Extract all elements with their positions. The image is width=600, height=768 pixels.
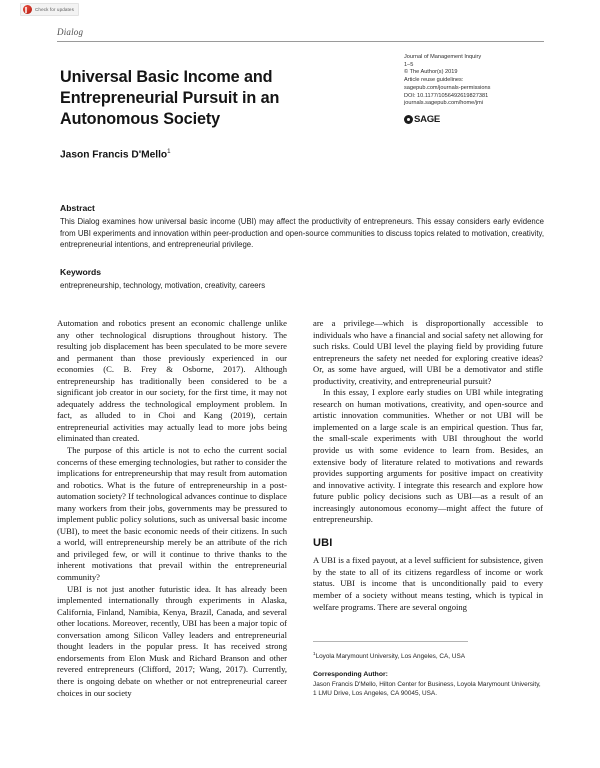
author-label: Jason Francis D'Mello	[60, 149, 168, 161]
paragraph: UBI is not just another futuristic idea. It has already been implemented internationally through experiments in Alaska, California, Finland, Namibia, Kenya, Brazil, Canada, and several other locations. Moreover, recently, UBI has been a major topic of conversation among Silicon Valley leaders and entrepreneurial thought leaders in the popular press. It has received strong endorsements from Elon Musk and Richard Branson and other revered entrepreneurs (Clifford, 2017; Wang, 2017). Currently, there is ongoing debate on whether or not entrepreneurial career choices in our society	[57, 583, 287, 698]
abstract-heading: Abstract	[60, 203, 95, 213]
journal-homepage-link[interactable]: journals.sagepub.com/home/jmi	[404, 100, 483, 107]
sage-wordmark: SAGE	[414, 114, 440, 125]
journal-doi[interactable]: DOI: 10.1177/1056492619827381	[404, 92, 489, 99]
keywords-section	[60, 267, 544, 292]
keywords-text: entrepreneurship, technology, motivation, creativity, careers	[60, 281, 266, 290]
crossmark-icon	[23, 5, 32, 14]
keywords-heading: Keywords	[60, 267, 102, 277]
abstract-section	[60, 203, 544, 251]
journal-name: Journal of Management Inquiry	[404, 54, 482, 60]
journal-metadata	[404, 54, 554, 108]
paragraph: are a privilege—which is disproportionally accessible to individuals who have a financial and social safety net allowing for such risks. Could UBI level the playing field by providing future entrepreneurs the safety net needed for exploring creative ideas? Or, as some have argued, will UBI be a demotivator and stifle productivity, creativity, and entrepreneurial pursuit?	[313, 318, 543, 386]
paragraph: Automation and robotics present an economic challenge unlike any other technological disruptions throughout history. The resulting job displacement has been speculated to be more severe and permanent than those previously experienced in our economies (C. B. Frey & Osborne, 2017). Although entrepreneurship has traditionally been considered to be a significant job creator in our society, for the first time, it may not adequately address the technological employment problem. In fact, as alluded to in Choi and Kang (2019), certain entrepreneurial activities may actually lead to more jobs being eliminated than created.	[57, 318, 287, 444]
sage-logo	[404, 114, 440, 125]
abstract-text: This Dialog examines how universal basic income (UBI) may affect the productivity of entrepreneurs. This essay considers early evidence from UBI experiments and innovation within peer-production and open-source communities to discuss topics related to motivation, creativity, entrepreneurial intentions, and entrepreneurial privilege.	[60, 217, 544, 250]
sage-mark-icon	[404, 115, 413, 124]
footnote-affiliation-marker: 1	[313, 651, 316, 656]
body-column-left	[57, 318, 287, 699]
footnote-affiliation	[313, 649, 545, 661]
footnote-affiliation-text: Loyola Marymount University, Los Angeles, CA, USA	[315, 653, 465, 661]
check-for-updates-badge[interactable]	[20, 3, 79, 16]
running-head: Dialog	[57, 27, 84, 37]
footnote-divider	[313, 641, 468, 642]
page-title: Universal Basic Income and Entrepreneurial Pursuit in an Autonomous Society	[60, 67, 280, 128]
body-column-right	[313, 318, 543, 613]
journal-pages: 1–5	[404, 61, 414, 68]
journal-reuse-link[interactable]: sagepub.com/journals-permissions	[404, 84, 491, 91]
section-heading-ubi: UBI	[313, 536, 333, 549]
corresponding-author-heading: Corresponding Author:	[313, 671, 388, 679]
author-name	[60, 148, 171, 160]
corresponding-author-text: Jason Francis D'Mello, Hilton Center for Business, Loyola Marymount University, 1 LMU Drive, Los Angeles, CA 90045, USA.	[313, 681, 541, 698]
running-head-rule	[57, 41, 544, 42]
journal-copyright: © The Author(s) 2019	[404, 69, 458, 76]
paragraph: In this essay, I explore early studies on UBI while integrating research on human motivations, creativity, and open-source and artistic innovation communities. Whether or not UBI will be implemented on a large scale is an empirical question. Thus far, the small-scale experiments with UBI throughout the world provide us with some evidence to learn from. Besides, an extensive body of literature related to motivations and rewards provides supporting arguments for positive impact on creativity and innovative activity. I integrate this research and explore how future public policy decisions such as UBI—as a result of an increasingly autonomous economy—might affect the future of entrepreneurship.	[313, 387, 543, 525]
author-affiliation-marker: 1	[167, 148, 171, 155]
paragraph: The purpose of this article is not to echo the current social concerns of these emerging technologies, but rather to consider the implications for entrepreneurship that may result from automation and robotics. What is the future of entrepreneurship in a post-automation society? If technological advances continue to displace many workers from their jobs, governments may be pressured to implement public policy solutions, such as universal basic income (UBI), to meet the basic economic needs of their citizens. In such a world, will entrepreneurship merely be an attribute of the rich and privileged few, or will it continue to thrive thanks to the inherent motivations that prevail within the entrepreneurial community?	[57, 445, 287, 583]
check-for-updates-label: Check for updates	[35, 7, 74, 12]
footnote-block	[313, 649, 545, 698]
paragraph: A UBI is a fixed payout, at a level sufficient for subsistence, given by the state to all of its citizens regardless of income or work status. UBI is income that is unconditionally paid to every member of a society without means testing, which is typical in welfare programs. There are several ongoing	[313, 555, 543, 612]
journal-reuse-line1: Article reuse guidelines:	[404, 77, 464, 84]
